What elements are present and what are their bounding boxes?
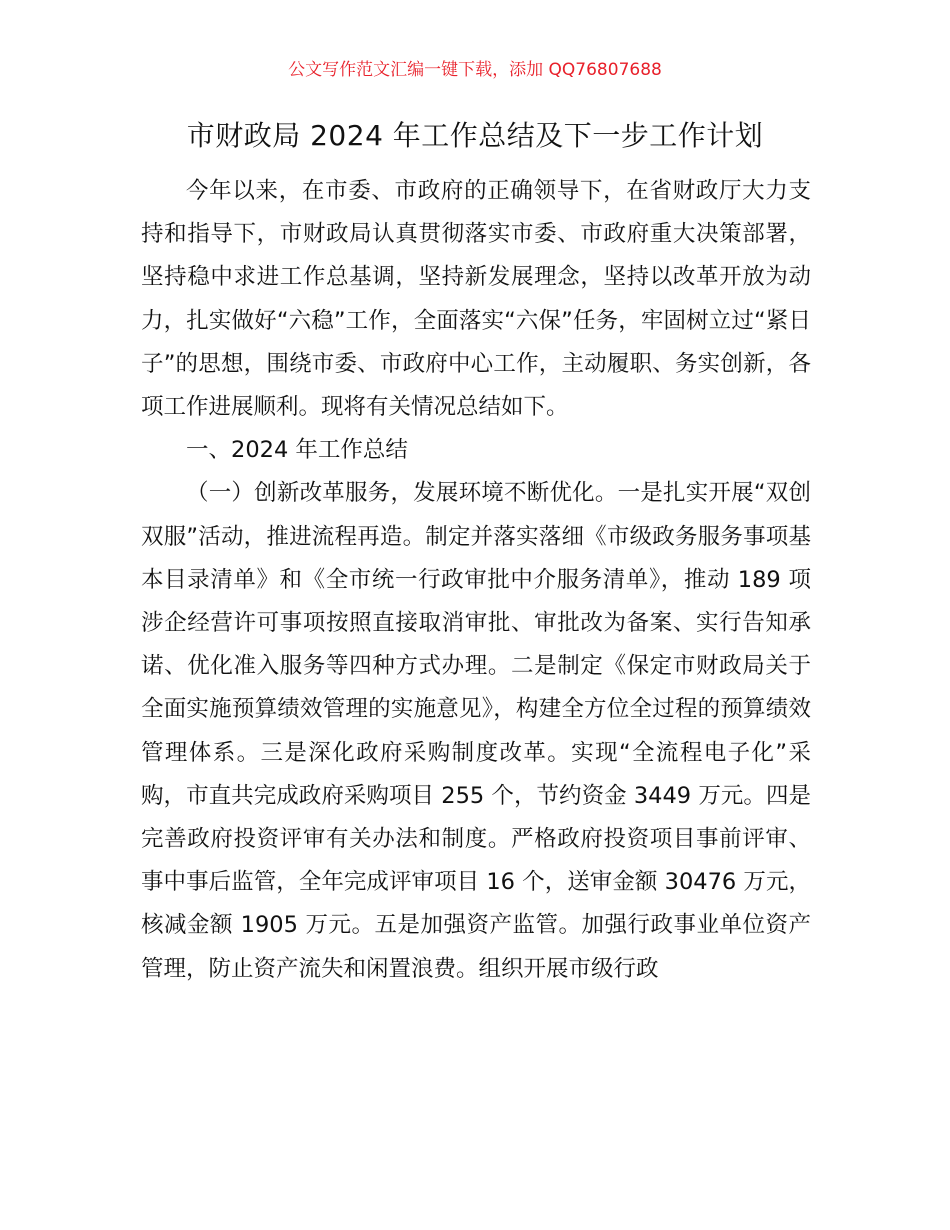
section-paragraph: （一）创新改革服务，发展环境不断优化。一是扎实开展“双创双服”活动，推进流程再造。制定并落实落细《市级政务服务事项基本目录清单》和《全市统一行政审批中介服务清单》，推动 189 项涉企经营许可事项按照直接取消审批、审批改为备案、实行告知承诺、优化准入服务等四种方式办理。二是制定《保定市财政局关于全面实施预算绩效管理的实施意见》，构建全方位全过程的预算绩效管理体系。三是深化政府采购制度改革。实现“全流程电子化”采购，市直共完成政府采购项目 255 个，节约资金 3449 万元。四是完善政府投资评审有关办法和制度。严格政府投资项目事前评审、事中事后监管，全年完成评审项目 16 个，送审金额 30476 万元，核减金额 1905 万元。五是加强资产监管。加强行政事业单位资产管理，防止资产流失和闲置浪费。组织开展市级行政	[141, 480, 811, 982]
document-title: 市财政局 2024 年工作总结及下一步工作计划	[186, 119, 764, 152]
intro-paragraph: 今年以来，在市委、市政府的正确领导下，在省财政厅大力支持和指导下，市财政局认真贯彻落实市委、市政府重大决策部署，坚持稳中求进工作总基调，坚持新发展理念，坚持以改革开放为动力，扎实做好“六稳”工作，全面落实“六保”任务，牢固树立过“紧日子”的思想，围绕市委、市政府中心工作，主动履职、务实创新，各项工作进展顺利。现将有关情况总结如下。	[141, 178, 811, 421]
section-heading: 一、2024 年工作总结	[186, 437, 408, 464]
document-body	[141, 170, 811, 991]
download-banner: 公文写作范文汇编一键下载，添加 QQ76807688	[288, 60, 662, 80]
